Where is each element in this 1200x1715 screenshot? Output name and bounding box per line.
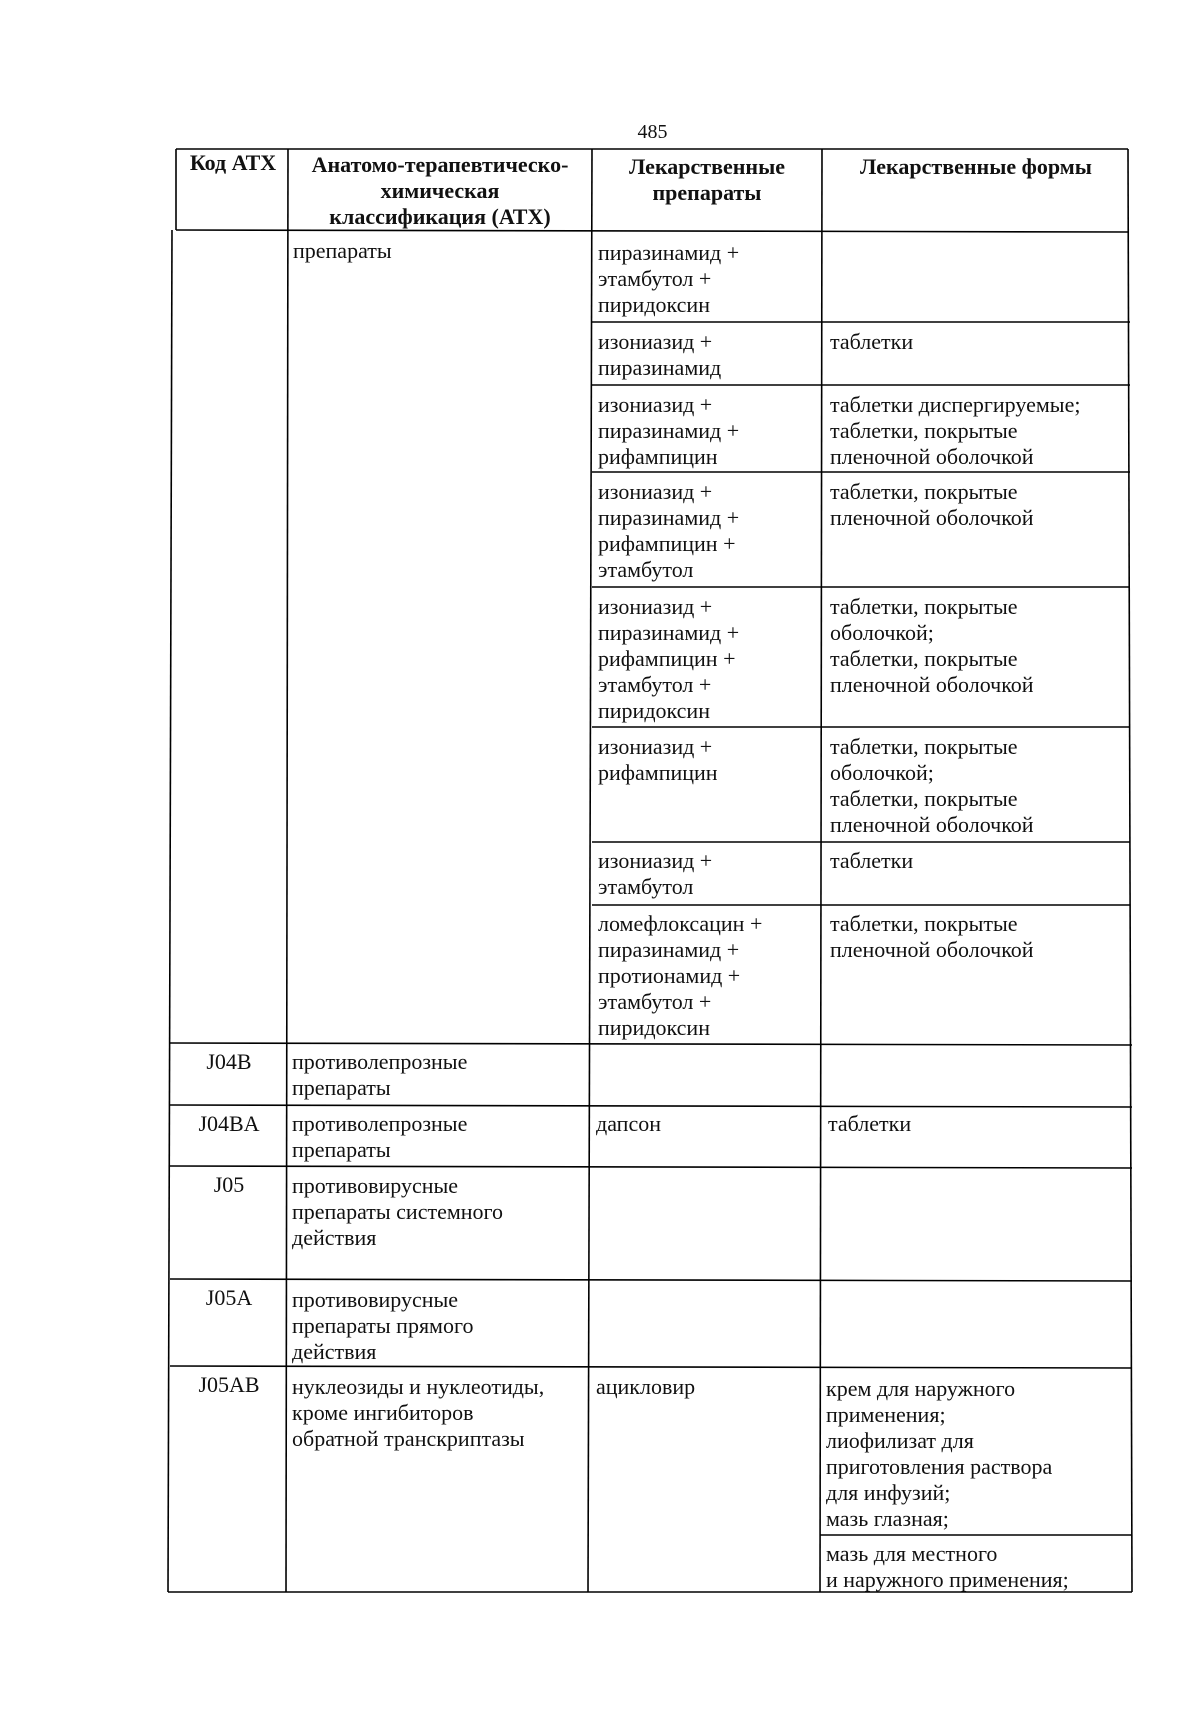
header-code: Код АТХ <box>189 150 277 175</box>
form-cell: таблетки <box>830 329 914 354</box>
drug-cell: изониазид + этамбутол <box>598 848 713 899</box>
atc-cell: нуклеозиды и нуклеотиды, кроме ингибиторов обратной транскриптазы <box>292 1374 545 1451</box>
form-cell: крем для наружного применения; лиофилизат для приготовления раствора для инфузий; мазь глазная; <box>826 1376 1053 1531</box>
form-cell: таблетки, покрытые пленочной оболочкой <box>830 911 1034 962</box>
atc-code: J05 <box>213 1172 245 1197</box>
atc-cell: противолепрозные препараты <box>292 1049 468 1100</box>
atc-code: J05AB <box>198 1372 260 1397</box>
atc-cell: противовирусные препараты системного действия <box>292 1173 504 1250</box>
atc-code: J05A <box>205 1285 253 1310</box>
form-cell: таблетки, покрытые оболочкой; таблетки, покрытые пленочной оболочкой <box>830 594 1034 697</box>
drug-cell: дапсон <box>596 1111 661 1136</box>
drug-cell: ломефлоксацин + пиразинамид + протионамид + этамбутол + пиридоксин <box>598 911 763 1040</box>
atc-cell: противолепрозные препараты <box>292 1111 468 1162</box>
page-number: 485 <box>637 121 668 143</box>
form-cell: таблетки, покрытые оболочкой; таблетки, покрытые пленочной оболочкой <box>830 734 1034 837</box>
drug-cell: изониазид + пиразинамид + рифампицин + этамбутол + пиридоксин <box>598 594 740 723</box>
form-cell: таблетки диспергируемые; таблетки, покрытые пленочной оболочкой <box>830 392 1081 469</box>
header-atc: Анатомо-терапевтическо- химическая классификация (АТХ) <box>311 152 569 229</box>
atc-code: J04BA <box>198 1111 260 1136</box>
header-forms: Лекарственные формы <box>860 154 1092 179</box>
form-cell: таблетки <box>828 1111 912 1136</box>
atc-cell: противовирусные препараты прямого действия <box>292 1287 474 1364</box>
drug-cell: пиразинамид + этамбутол + пиридоксин <box>598 240 740 317</box>
form-cell: таблетки, покрытые пленочной оболочкой <box>830 479 1034 530</box>
atc-code: J04B <box>206 1049 252 1074</box>
atc-cell: препараты <box>293 238 392 263</box>
drug-cell: изониазид + рифампицин <box>598 734 718 785</box>
drug-cell: изониазид + пиразинамид <box>598 329 722 380</box>
form-cell: мазь для местного и наружного применения; <box>826 1541 1069 1592</box>
drug-cell: ацикловир <box>596 1374 696 1399</box>
form-cell: таблетки <box>830 848 914 873</box>
header-drugs: Лекарственные препараты <box>628 154 786 205</box>
drug-cell: изониазид + пиразинамид + рифампицин <box>598 392 740 469</box>
drug-cell: изониазид + пиразинамид + рифампицин + этамбутол <box>598 479 740 582</box>
